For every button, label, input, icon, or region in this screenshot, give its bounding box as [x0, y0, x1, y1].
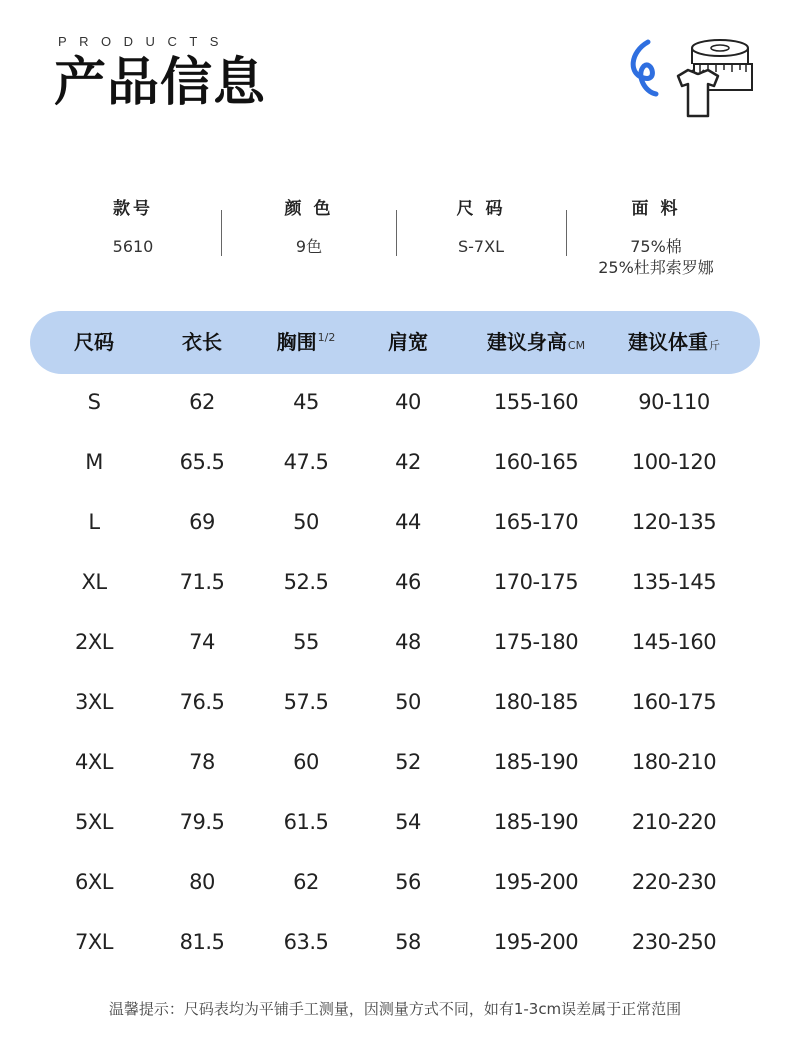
products-eyebrow: PRODUCTS — [58, 34, 231, 49]
cell-height: 195-200 — [493, 870, 579, 894]
info-label: 款号 — [113, 199, 153, 219]
cell-shoulder: 54 — [395, 810, 421, 834]
cell-height: 185-190 — [493, 810, 579, 834]
cell-weight: 100-120 — [631, 450, 717, 474]
cell-length: 79.5 — [179, 810, 225, 834]
cell-weight: 180-210 — [631, 750, 717, 774]
cell-size: 3XL — [75, 690, 113, 714]
info-label: 尺 码 — [456, 199, 506, 219]
cell-size: 5XL — [75, 810, 113, 834]
fabric-line: 75%棉 — [630, 237, 682, 256]
info-value — [567, 236, 745, 278]
cell-height: 165-170 — [493, 510, 579, 534]
cell-length: 81.5 — [179, 930, 225, 954]
cell-height: 185-190 — [493, 750, 579, 774]
cell-shoulder: 42 — [395, 450, 421, 474]
cell-shoulder: 52 — [395, 750, 421, 774]
cell-chest: 57.5 — [283, 690, 329, 714]
cell-size: L — [88, 510, 100, 534]
cell-length: 62 — [189, 390, 215, 414]
measuring-tape-tshirt-icon — [626, 30, 756, 122]
table-row — [0, 492, 790, 552]
cell-height: 160-165 — [493, 450, 579, 474]
cell-shoulder: 44 — [395, 510, 421, 534]
cell-size: 7XL — [75, 930, 113, 954]
cell-size: 6XL — [75, 870, 113, 894]
cell-size: 2XL — [75, 630, 113, 654]
cell-shoulder: 40 — [395, 390, 421, 414]
info-value: 9色 — [295, 237, 323, 256]
cell-chest: 55 — [293, 630, 319, 654]
table-row — [0, 432, 790, 492]
info-color — [222, 196, 396, 257]
cell-length: 69 — [189, 510, 215, 534]
table-row — [0, 372, 790, 432]
column-header-length: 衣长 — [182, 330, 222, 354]
cell-chest: 52.5 — [283, 570, 329, 594]
cell-size: S — [87, 390, 101, 414]
table-row — [0, 732, 790, 792]
cell-chest: 60 — [293, 750, 319, 774]
measurement-tip: 温馨提示：尺码表均为平铺手工测量，因测量方式不同，如有1-3cm误差属于正常范围 — [108, 1000, 682, 1018]
column-header-height: 建议身高CM — [486, 330, 586, 354]
page-title: 产品信息 — [54, 53, 267, 113]
cell-shoulder: 58 — [395, 930, 421, 954]
column-header-weight: 建议体重斤 — [628, 330, 720, 354]
table-row — [0, 792, 790, 852]
cell-chest: 45 — [293, 390, 319, 414]
product-info — [48, 196, 742, 292]
column-header-shoulder: 肩宽 — [388, 330, 428, 354]
column-header-size: 尺码 — [74, 330, 114, 354]
cell-weight: 160-175 — [631, 690, 717, 714]
info-value: 5610 — [112, 237, 154, 256]
info-size-range — [397, 196, 565, 257]
cell-shoulder: 48 — [395, 630, 421, 654]
cell-chest: 61.5 — [283, 810, 329, 834]
cell-length: 76.5 — [179, 690, 225, 714]
info-style-number — [48, 196, 218, 257]
column-header-chest: 胸围$^{1/2}$ — [276, 330, 336, 354]
info-value: S-7XL — [458, 237, 504, 256]
table-row — [0, 852, 790, 912]
cell-shoulder: 46 — [395, 570, 421, 594]
cell-length: 74 — [189, 630, 215, 654]
cell-weight: 120-135 — [631, 510, 717, 534]
cell-length: 65.5 — [179, 450, 225, 474]
weight-unit: 斤 — [709, 339, 720, 352]
cell-weight: 210-220 — [631, 810, 717, 834]
cell-length: 78 — [189, 750, 215, 774]
table-row — [0, 672, 790, 732]
info-label: 颜 色 — [284, 199, 334, 219]
cell-size: XL — [81, 570, 107, 594]
table-row — [0, 552, 790, 612]
fabric-line: 25%杜邦索罗娜 — [598, 258, 714, 277]
cell-size: M — [85, 450, 103, 474]
cell-height: 180-185 — [493, 690, 579, 714]
info-label: 面 料 — [631, 199, 681, 219]
cell-weight: 220-230 — [631, 870, 717, 894]
table-row — [0, 612, 790, 672]
cell-weight: 135-145 — [631, 570, 717, 594]
cell-chest: 63.5 — [283, 930, 329, 954]
cell-chest: 62 — [293, 870, 319, 894]
cell-weight: 90-110 — [638, 390, 710, 414]
cell-height: 175-180 — [493, 630, 579, 654]
cell-height: 155-160 — [493, 390, 579, 414]
cell-chest: 50 — [293, 510, 319, 534]
info-fabric — [567, 196, 745, 278]
height-unit: CM — [567, 339, 586, 352]
cell-shoulder: 50 — [395, 690, 421, 714]
cell-weight: 230-250 — [631, 930, 717, 954]
cell-chest: 47.5 — [283, 450, 329, 474]
cell-length: 80 — [189, 870, 215, 894]
cell-height: 170-175 — [493, 570, 579, 594]
cell-weight: 145-160 — [631, 630, 717, 654]
cell-length: 71.5 — [179, 570, 225, 594]
cell-height: 195-200 — [493, 930, 579, 954]
cell-size: 4XL — [75, 750, 113, 774]
chest-half-note: 1/2 — [317, 331, 336, 344]
cell-shoulder: 56 — [395, 870, 421, 894]
table-row — [0, 912, 790, 972]
